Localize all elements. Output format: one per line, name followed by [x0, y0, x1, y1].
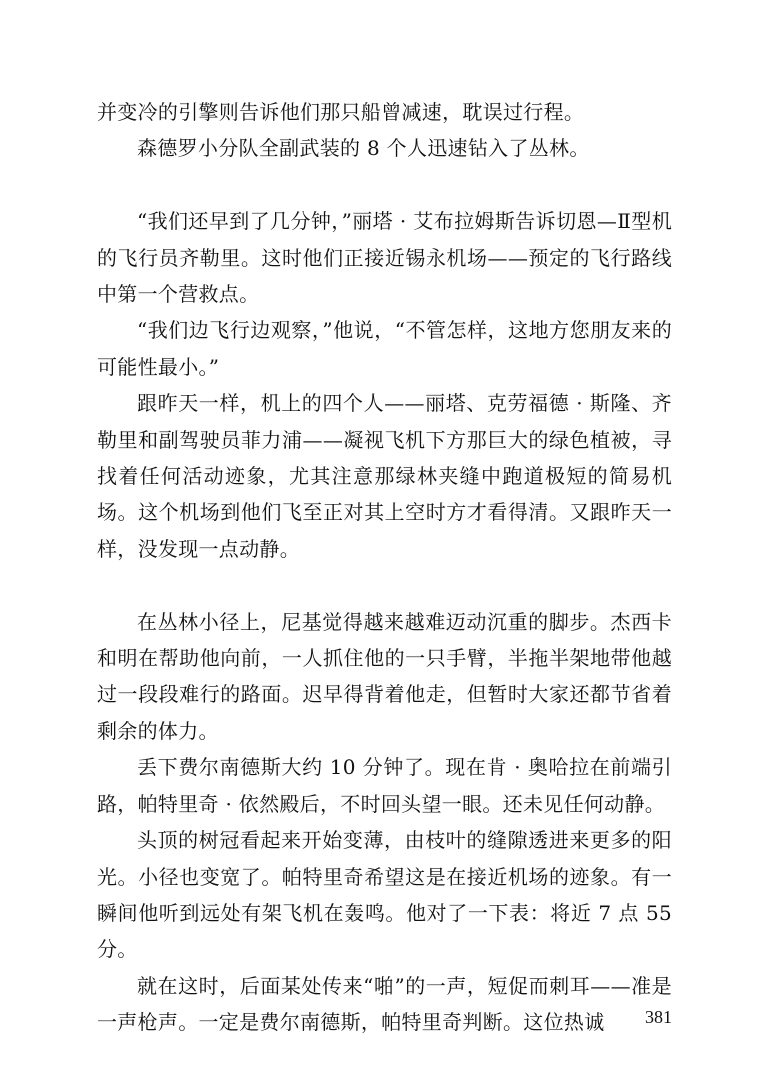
body-text	[97, 94, 672, 1041]
paragraph-continued: 并变冷的引擎则告诉他们那只船曾减速，耽误过行程。	[97, 100, 585, 124]
section-break	[97, 167, 672, 203]
paragraph: 跟昨天一样，机上的四个人——丽塔、克劳福德 · 斯隆、齐勒里和副驾驶员菲力浦——凝视飞机下方那巨大的绿色植被，寻找着任何活动迹象，尤其注意那绿林夹缝中跑道极短的简易机场。这个机场到他们飞至正对其上空时方才看得清。又跟昨天一样，没发现一点动静。	[97, 391, 672, 561]
paragraph: “我们还早到了几分钟，”丽塔 · 艾布拉姆斯告诉切恩—Ⅱ型机的飞行员齐勒里。这时他们正接近锡永机场——预定的飞行路线中第一个营救点。	[97, 209, 672, 307]
paragraph: 丢下费尔南德斯大约 10 分钟了。现在肯 · 奥哈拉在前端引路，帕特里奇 · 依然殿后，不时回头望一眼。还未见任何动静。	[97, 755, 672, 816]
paragraph: 森德罗小分队全副武装的 8 个人迅速钻入了丛林。	[137, 136, 590, 161]
paragraph: 在丛林小径上，尼基觉得越来越难迈动沉重的脚步。杰西卡和明在帮助他向前，一人抓住他的一只手臂，半拖半架地带他越过一段段难行的路面。迟早得背着他走，但暂时大家还都节省着剩余的体力。	[97, 609, 672, 743]
paragraph: 就在这时，后面某处传来“啪”的一声，短促而刺耳——准是一声枪声。一定是费尔南德斯，帕特里奇判断。这位热诚	[97, 973, 672, 1035]
page-number: 381	[645, 1007, 672, 1027]
paragraph: “我们边飞行边观察，”他说，“不管怎样，这地方您朋友来的可能性最小。”	[97, 318, 672, 379]
section-break	[97, 567, 672, 603]
paragraph: 头顶的树冠看起来开始变薄，由枝叶的缝隙透进来更多的阳光。小径也变宽了。帕特里奇希望这是在接近机场的迹象。有一瞬间他听到远处有架飞机在轰鸣。他对了一下表：将近 7 点 55 分。	[97, 828, 672, 962]
